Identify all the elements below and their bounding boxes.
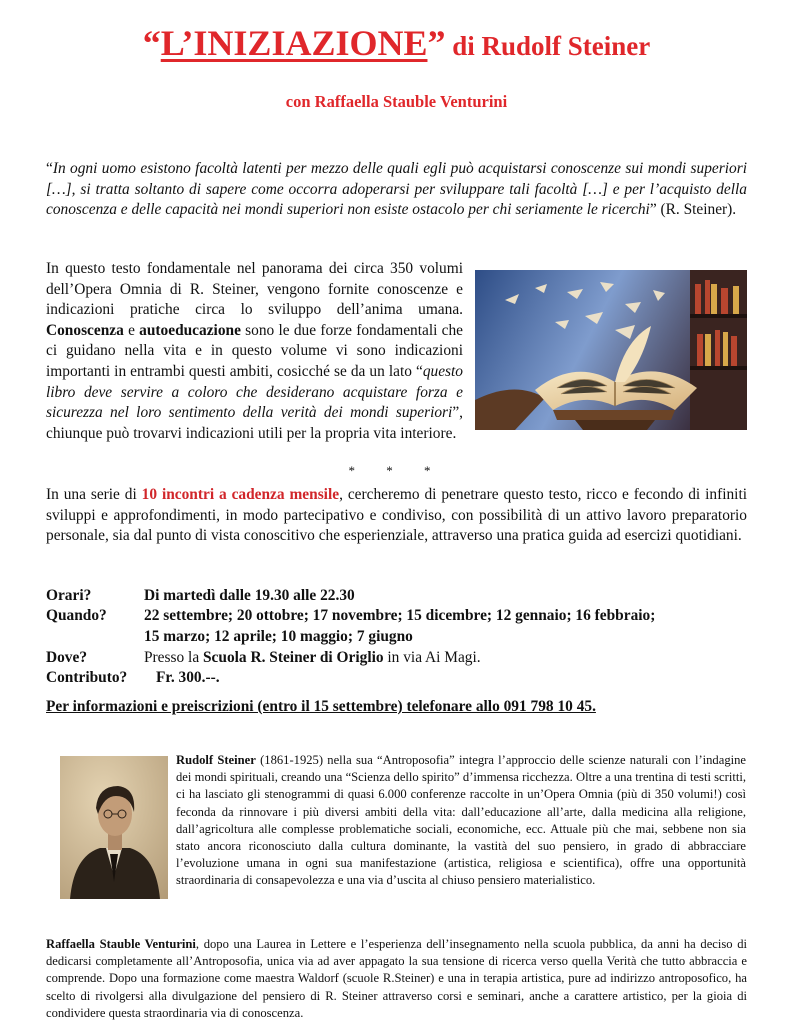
contact-line: Per informazioni e preiscrizioni (entro il 15 settembre) telefonare allo 091 798 10 45. xyxy=(46,698,596,715)
series-highlight: 10 incontri a cadenza mensile xyxy=(141,486,340,503)
book-illustration xyxy=(475,270,747,430)
bio-steiner: Rudolf Steiner (1861-1925) nella sua “Antroposofia” integra l’approccio delle scienze naturali con l’indagine dei mondi spirituali, creando una “Scienza dello spirito” d’immensa ricchezza. Oltre a una trentina di testi scritti, ci ha lasciato gli stenogrammi di quasi 6.000 conferenze raccolte in un’Opera Omnia (più di 350 volumi!) così feconda da rinnovare i più diversi ambiti della vita: dall’educazione all’arte, dalla medicina alla religione, dall’agricoltura alle complesse problematiche sociali, economiche, ecc. Attuale più che mai, sebbene non sia stato ancora riconosciuto dalla cultura dominante, la vastità del suo pensiero, in grado di abbracciare l’evoluzione umana in ogni sua manifestazione (artistica, religiosa e scientifica), offre una opportunità straordinaria di consapevolezza e una via d’uscita al chiuso pensiero materialistico. xyxy=(176,753,747,888)
bio-raffaella: Raffaella Stauble Venturini, dopo una Laurea in Lettere e l’esperienza dell’insegnamento nella scuola pubblica, da anni ha deciso di dedicarsi completamente all’Antroposofia, unica via ad aver appagato la sua tensione di ricerca verso quella Verità che tutto abbraccia e comprende. Dopo una formazione come maestra Waldorf (scuole R.Steiner) e una in terapia artistica, pure ad indirizzo antroposofico, ha scelto di rivolgersi alla divulgazione del pensiero di R. Steiner attraverso corsi e seminari, anche a carattere artistico, per la gioia di condividere questa straordinaria via di conoscenza. xyxy=(46,937,747,1020)
series-paragraph: In una serie di 10 incontri a cadenza mensile, cercheremo di penetrare questo testo, ricco e fecondo di infiniti sviluppi e approfondimenti, in modo partecipativo e condiviso, con possibilità di un attivo lavoro preparatorio personale, sia dal punto di vista conoscitivo che esperienziale, attraverso una pratica guida ad esercizi quotidiani. xyxy=(46,486,747,545)
title-author: di Rudolf Steiner xyxy=(445,31,651,61)
detail-contributo: Contributo? Fr. 300.--. xyxy=(46,669,220,686)
title-main: L’INIZIAZIONE xyxy=(160,23,428,63)
detail-orari: Orari? Di martedì dalle 19.30 alle 22.30 xyxy=(46,587,355,604)
steiner-quote: “In ogni uomo esistono facoltà latenti per mezzo delle quali egli può acquistarsi conoscenze sui mondi superiori […], si tratta soltanto di sapere come occorra adoperarsi per sviluppare tali facoltà […] e per l’acquisto della conoscenza e delle capacità nei mondi superiori non esiste ostacolo per chi seriamente le ricerchi” (R. Steiner). xyxy=(46,160,747,219)
detail-dove: Dove? Presso la Scuola R. Steiner di Origlio in via Ai Magi. xyxy=(46,649,481,666)
detail-quando: Quando? 22 settembre; 20 ottobre; 17 novembre; 15 dicembre; 12 gennaio; 16 febbraio; 15 marzo; 12 aprile; 10 maggio; 7 giugno xyxy=(46,607,656,645)
intro-paragraph: In questo testo fondamentale nel panorama dei circa 350 volumi dell’Opera Omnia di R. Steiner, vengono fornite conoscenze e indicazioni pratiche circa lo sviluppo dell’anima umana. Conoscenza e autoeducazione sono le due forze fondamentali che ci guidano nella vita e in questo volume vi sono indicazioni importanti in entrambi questi ambiti, cosicché se da un lato “questo libro deve servire a coloro che desiderano acquistare forza e sicurezza nel loro sentimento della verità dei mondi superiori”, chiunque può trovarvi indicazioni utili per la propria vita interiore. xyxy=(46,260,463,442)
separator: * * * xyxy=(348,463,445,478)
subtitle: con Raffaella Stauble Venturini xyxy=(285,92,508,111)
portrait-photo xyxy=(60,756,168,899)
page-title: “L’INIZIAZIONE” di Rudolf Steiner xyxy=(142,23,651,63)
